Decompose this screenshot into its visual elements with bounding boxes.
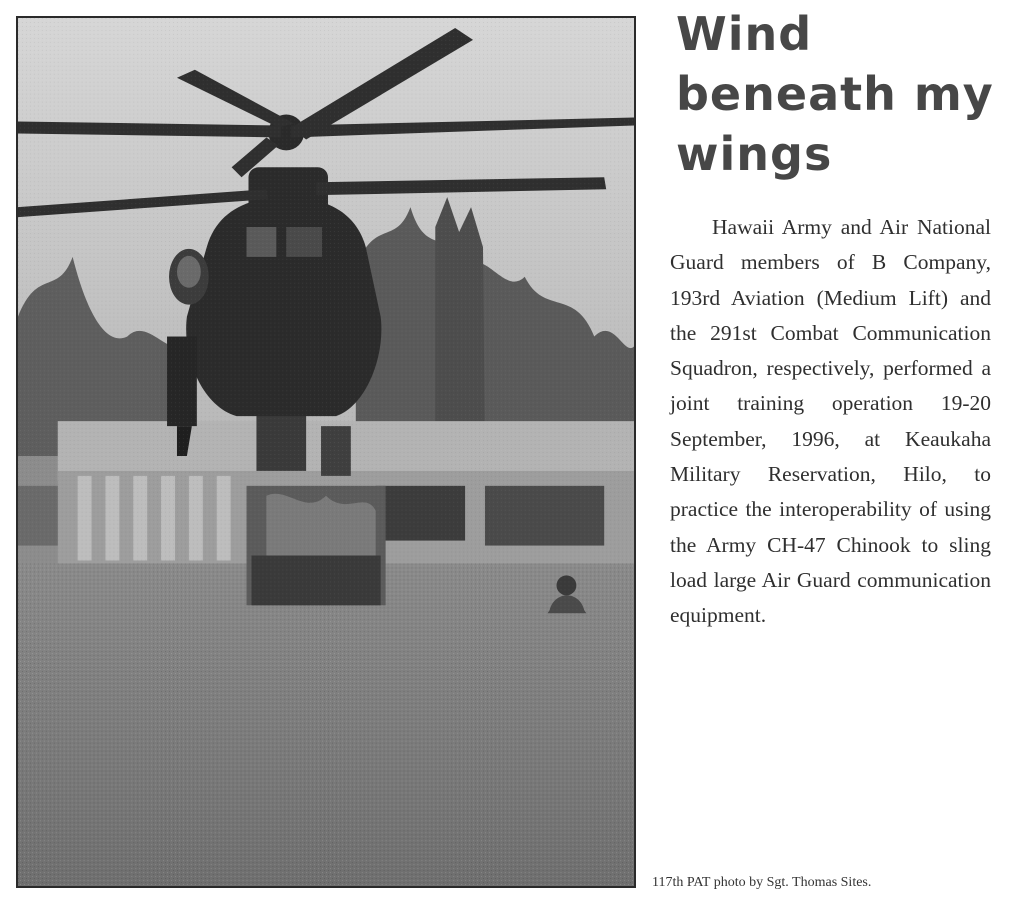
photo-frame	[16, 16, 636, 888]
article-body: Hawaii Army and Air National Guard members of B Company, 193rd Aviation (Medium Lift) and the 291st Combat Communication Squadron, respectively, performed a joint training operation 19-20 September, 1996, at Keaukaha Military Reservation, Hilo, to practice the interoperability of using the Army CH-47 Chinook to sling load large Air Guard communication equipment.	[670, 215, 991, 628]
photo-credit: 117th PAT photo by Sgt. Thomas Sites.	[652, 875, 872, 890]
helicopter-photo	[18, 18, 634, 886]
article-headline: Wind beneath my wings	[676, 7, 994, 181]
